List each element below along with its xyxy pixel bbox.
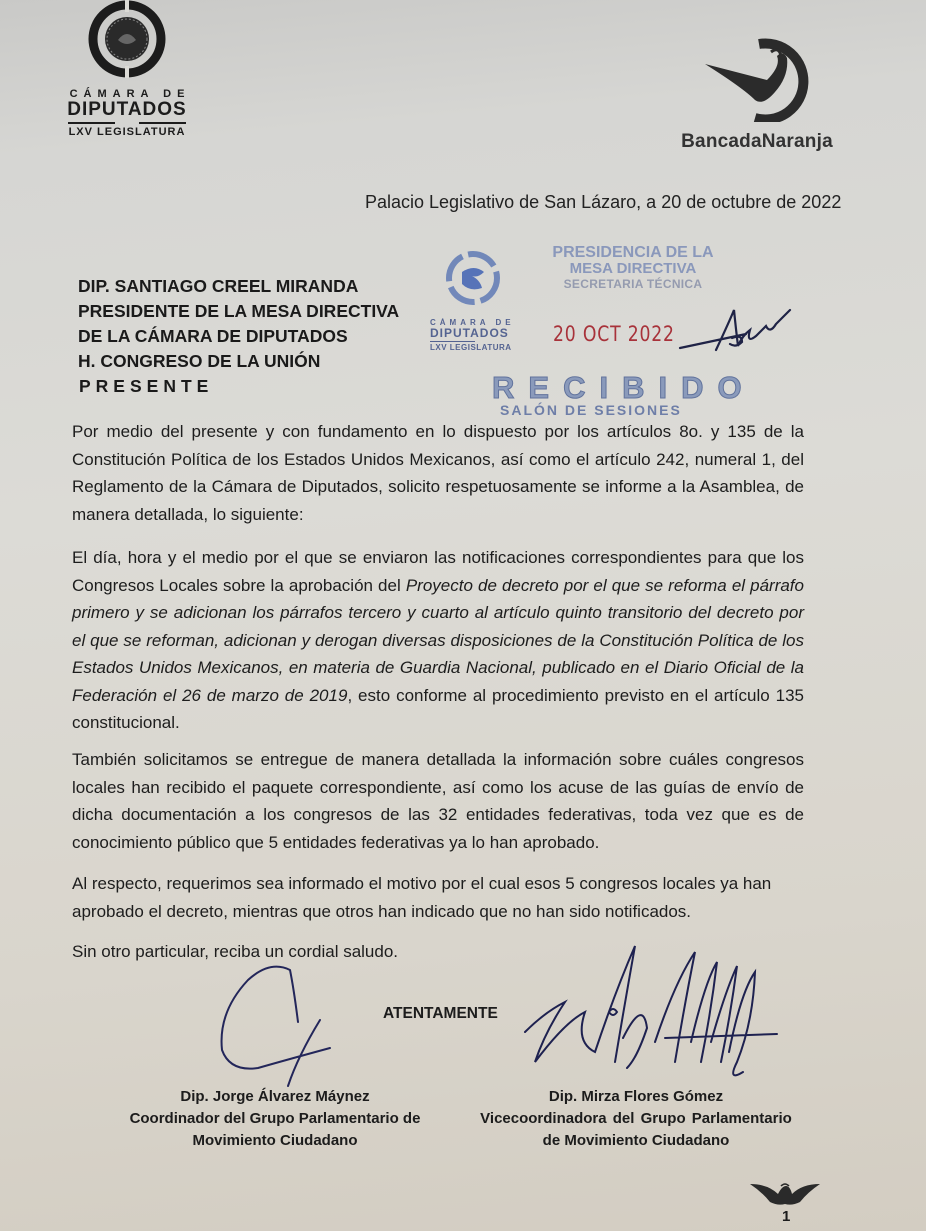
stamp-office (548, 244, 718, 291)
receiver-initials-signature (676, 300, 796, 360)
body-paragraph-2 (72, 544, 804, 737)
body-paragraph-5: Sin otro particular, reciba un cordial saludo. (72, 942, 399, 961)
logo-line-legislatura: LXV LEGISLATURA (68, 126, 186, 138)
signer-role-line2: de Movimiento Ciudadano (542, 1132, 730, 1149)
signer-role-line1: Coordinador del Grupo Parlamentario de (129, 1110, 421, 1127)
stamp-date: 20 OCT 2022 (553, 322, 675, 346)
addressee-name: DIP. SANTIAGO CREEL MIRANDA (78, 276, 359, 296)
signer-name: Dip. Mirza Flores Gómez (548, 1088, 724, 1105)
body-paragraph-1: Por medio del presente y con fundamento en lo dispuesto por los artículos 8o. y 135 de la Constitución Política de los Estados Unidos Mexicanos, así como el artículo 242, numeral 1, del Reglamento de la Cámara de Diputados, solicito respetuosamente se informe a la Asamblea, de manera detallada, lo siguiente: (72, 422, 804, 524)
logo-line-diputados: DIPUTADOS (67, 99, 187, 120)
signature-left (200, 960, 340, 1090)
addressee-block (78, 274, 399, 399)
stamp-camara-line2: DIPUTADOS (430, 326, 509, 340)
addressee-title-1: PRESIDENTE DE LA MESA DIRECTIVA (78, 301, 400, 321)
camara-diputados-logo (62, 0, 192, 138)
stamp-camara-line3: LXV LEGISLATURA (430, 343, 512, 352)
body-paragraph-3: También solicitamos se entregue de manera detallada la información sobre cuáles congresos locales han recibido el paquete correspondiente, así como los acuse de las guías de envío de dicha documentación a los congresos de las 32 entidades federativas, toda vez que es de conocimiento público que 5 entidades federativas ya lo han aprobado. (72, 750, 804, 852)
stamp-office-line3: SECRETARIA TÉCNICA (563, 277, 703, 291)
bancada-name: BancadaNaranja (681, 131, 833, 152)
stamp-camara-text (430, 318, 525, 352)
signer-block-right (456, 1086, 816, 1152)
body-paragraph-4: Al respecto, requerimos sea informado el motivo por el cual esos 5 congresos locales ya han aprobado el decreto, mientras que otros han indicado que no han sido notificados. (72, 874, 772, 921)
stamp-office-line2: MESA DIRECTIVA (569, 260, 697, 277)
camara-seal-icon (88, 0, 166, 78)
paragraph-2-decree-title: Proyecto de decreto por el que se reforma el párrafo primero y se adicionan los párrafos tercero y cuarto al artículo quinto transitorio del decreto por el que se reforman, adicionan y derogan diversas disposiciones de la Constitución Política de los Estados Unidos Mexicanos, en materia de Guardia Nacional, publicado en el Diario Oficial de la Federación el 26 de marzo de 2019 (72, 575, 804, 705)
signer-role-line1: Vicecoordinadora del Grupo Parlamentario (480, 1110, 792, 1127)
closing-atentamente: ATENTAMENTE (383, 1005, 498, 1022)
signature-right (505, 942, 795, 1092)
addressee-salutation: PRESENTE (79, 376, 214, 396)
addressee-title-3: H. CONGRESO DE LA UNIÓN (78, 351, 321, 371)
stamp-received: RECIBIDO (492, 370, 756, 405)
signer-block-left (110, 1086, 440, 1152)
logo-rule (68, 122, 186, 124)
eagle-emblem-icon (748, 1180, 822, 1208)
signer-role-line2: Movimiento Ciudadano (192, 1132, 358, 1149)
addressee-title-2: DE LA CÁMARA DE DIPUTADOS (78, 326, 348, 346)
stamp-seal-icon (440, 250, 506, 310)
stamp-office-line1: PRESIDENCIA DE LA (552, 244, 714, 261)
page-number: 1 (782, 1208, 791, 1225)
bancada-naranja-logo (672, 36, 842, 153)
date-line: Palacio Legislativo de San Lázaro, a 20 de octubre de 2022 (365, 192, 842, 212)
paragraph-2-start: El día, hora y el medio por el que se enviaron las notificaciones correspondientes para que los Congresos Locales sobre la aprobación del (72, 548, 804, 595)
signer-name: Dip. Jorge Álvarez Máynez (180, 1088, 370, 1105)
stamp-camara-line1: CÁMARA DE (430, 318, 515, 327)
stamp-location: SALÓN DE SESIONES (500, 402, 682, 418)
logo-line-camara: CÁMARA DE (69, 88, 191, 100)
paragraph-2-end: , esto conforme al procedimiento previsto en el artículo 135 constitucional. (72, 685, 804, 732)
eagle-wing-icon (697, 36, 817, 122)
